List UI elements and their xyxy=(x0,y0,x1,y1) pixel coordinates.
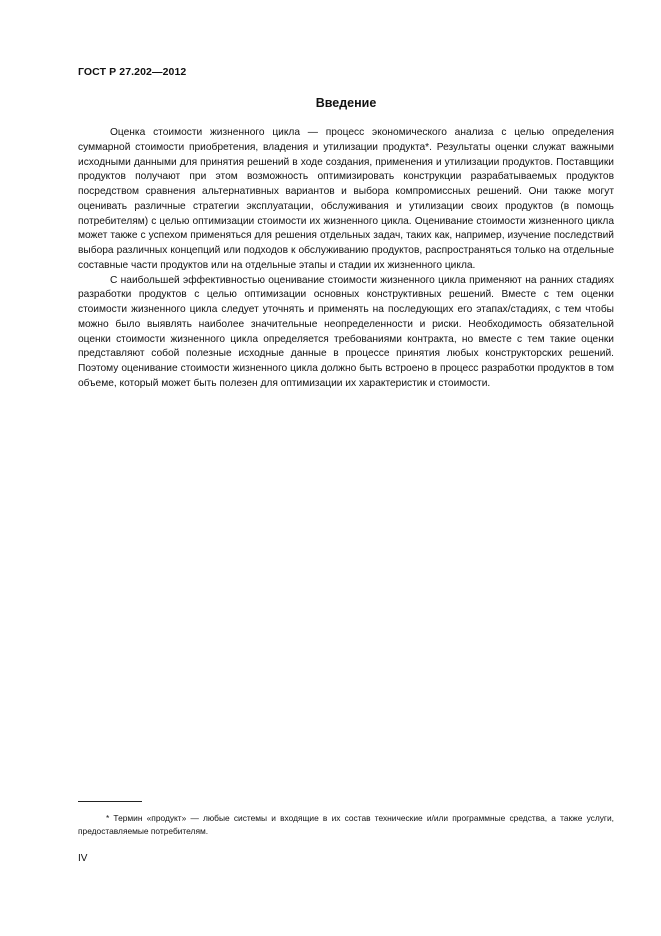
footnote-text: * Термин «продукт» — любые системы и входящие в их состав технические и/или программные средства, а также услуги, предоставляемые потребителям. xyxy=(78,813,614,836)
standard-code-header: ГОСТ Р 27.202—2012 xyxy=(78,66,187,78)
paragraph-1: Оценка стоимости жизненного цикла — процесс экономического анализа с целью определения суммарной стоимости приобретения, владения и утилизации продукта*. Результаты оценки служат важными исходными данными для принятия решений в ходе создания, применения и утилизации продуктов. Поставщики продуктов получают при этом возможность оптимизировать конструкции разрабатываемых продуктов посредством сравнения альтернативных вариантов и выбора компромиссных решений. Они также могут оценивать различные стратегии эксплуатации, обслуживания и утилизации своих продуктов (в помощь потребителям) с целью оптимизации стоимости их жизненного цикла. Оценивание стоимости жизненного цикла может также с успехом применяться для решения отдельных задач, таких как, например, изучение последствий выбора различных концепций или подходов к обслуживанию продуктов, распространяться только на отдельные составные части продуктов или на отдельные этапы и стадии их жизненного цикла. xyxy=(78,127,614,271)
introduction-body xyxy=(78,126,614,392)
section-title: Введение xyxy=(315,96,377,110)
footnote-divider xyxy=(78,801,142,802)
page-number: IV xyxy=(78,853,88,864)
paragraph-2: С наибольшей эффективностью оценивание стоимости жизненного цикла применяют на ранних стадиях разработки продуктов с целью оптимизации основных конструктивных решений. Вместе с тем оценки стоимости жизненного цикла следует уточнять и применять на последующих его этапах/стадиях, с тем чтобы можно было выявлять наиболее значительные неопределенности и риски. Необходимость обязательной оценки стоимости жизненного цикла определяется требованиями контракта, но вместе с тем такие оценки представляют собой полезные исходные данные в процессе принятия любых конструкторских решений. Поэтому оценивание стоимости жизненного цикла должно быть встроено в процесс разработки продуктов в том объеме, который может быть полезен для оптимизации их характеристик и стоимости. xyxy=(78,274,614,389)
